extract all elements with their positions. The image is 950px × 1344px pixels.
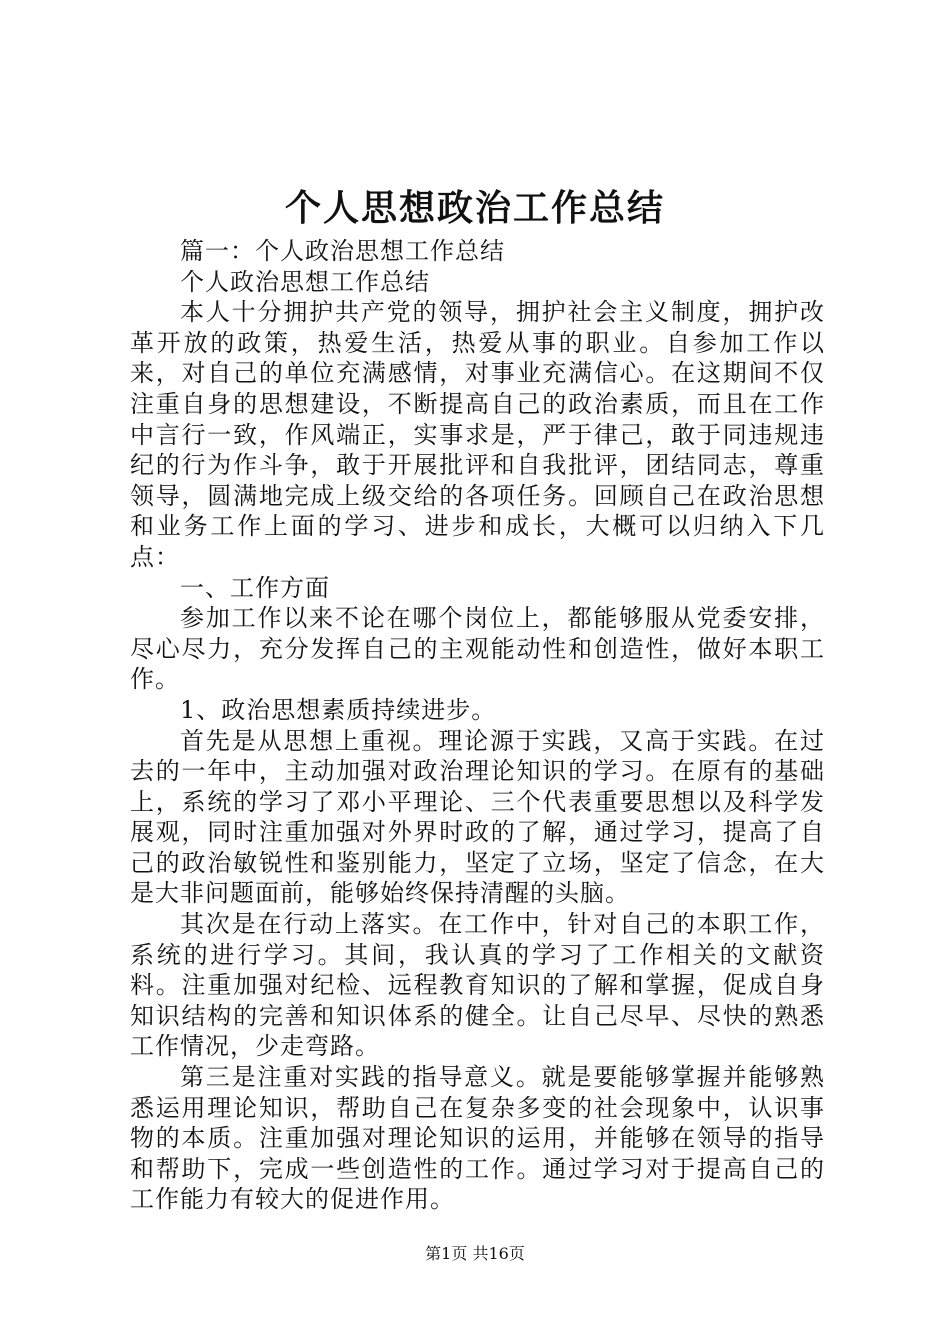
paragraph: 首先是从思想上重视。理论源于实践，又高于实践。在过去的一年中，主动加强对政治理论知识的学习。在原有的基础上，系统的学习了邓小平理论、三个代表重要思想以及科学发展观，同时注重加强对外界时政的了解，通过学习，提高了自己的政治敏锐性和鉴别能力，坚定了立场，坚定了信念，在大是大非问题面前，能够始终保持清醒的头脑。 <box>130 726 825 908</box>
document-body <box>130 236 825 1215</box>
paragraph: 本人十分拥护共产党的领导，拥护社会主义制度，拥护改革开放的政策，热爱生活，热爱从事的职业。自参加工作以来，对自己的单位充满感情，对事业充满信心。在这期间不仅注重自身的思想建设，不断提高自己的政治素质，而且在工作中言行一致，作风端正，实事求是，严于律己，敢于同违规违纪的行为作斗争，敢于开展批评和自我批评，团结同志，尊重领导，圆满地完成上级交给的各项任务。回顾自己在政治思想和业务工作上面的学习、进步和成长，大概可以归纳入下几点： <box>130 298 825 571</box>
page-total: 共16页 <box>472 1244 525 1263</box>
page-number: 第1页 <box>425 1244 468 1263</box>
document-title: 个人思想政治工作总结 <box>284 187 665 229</box>
paragraph: 个人政治思想工作总结 <box>180 267 430 296</box>
paragraph: 篇一：个人政治思想工作总结 <box>180 237 505 265</box>
page-footer <box>0 1243 950 1265</box>
paragraph: 1、政治思想素质持续进步。 <box>180 695 497 724</box>
paragraph: 其次是在行动上落实。在工作中，针对自己的本职工作，系统的进行学习。其间，我认真的学习了工作相关的文献资料。注重加强对纪检、远程教育知识的了解和掌握，促成自身知识结构的完善和知识体系的健全。让自己尽早、尽快的熟悉工作情况，少走弯路。 <box>130 910 825 1061</box>
paragraph: 参加工作以来不论在哪个岗位上，都能够服从党委安排，尽心尽力，充分发挥自己的主观能动性和创造性，做好本职工作。 <box>130 604 825 694</box>
paragraph: 一、工作方面 <box>180 573 330 602</box>
paragraph: 第三是注重对实践的指导意义。就是要能够掌握并能够熟悉运用理论知识，帮助自己在复杂多变的社会现象中，认识事物的本质。注重加强对理论知识的运用，并能够在领导的指导和帮助下，完成一些创造性的工作。通过学习对于提高自己的工作能力有较大的促进作用。 <box>130 1063 825 1214</box>
